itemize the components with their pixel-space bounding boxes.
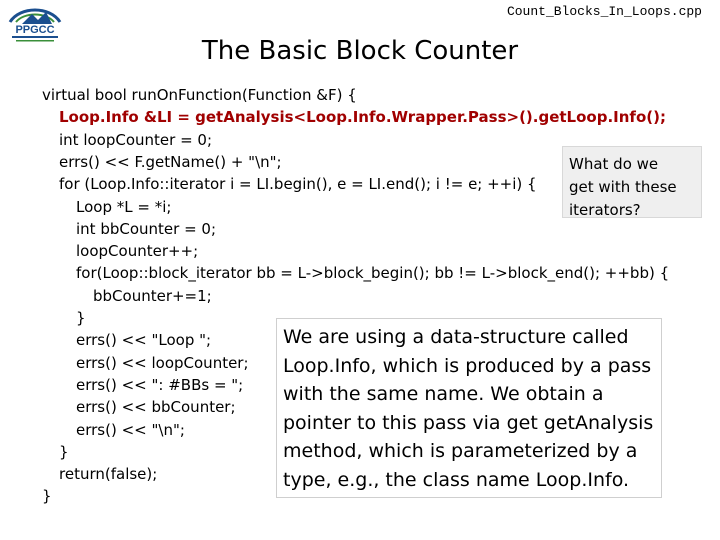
code-line: } bbox=[76, 309, 86, 327]
code-line: errs() << "\n"; bbox=[76, 420, 185, 439]
code-line: errs() << loopCounter; bbox=[76, 353, 249, 372]
code-line: for(Loop::block_iterator bb = L->block_begin(); bb != L->block_end(); ++bb) { bbox=[76, 264, 670, 283]
code-line: Loop *L = *i; bbox=[76, 197, 172, 216]
explanation-callout bbox=[276, 318, 662, 498]
explanation-line: Loop.Info, which is produced by a pass bbox=[283, 354, 652, 377]
explanation-line: We are using a data-structure called bbox=[283, 326, 629, 348]
code-line: errs() << F.getName() + "\n"; bbox=[59, 152, 282, 171]
code-line: virtual bool runOnFunction(Function &F) { bbox=[42, 86, 357, 104]
code-line: errs() << ": #BBs = "; bbox=[76, 375, 244, 394]
code-line: loopCounter++; bbox=[76, 242, 199, 261]
slide-title: The Basic Block Counter bbox=[201, 36, 519, 66]
code-line: bbCounter+=1; bbox=[93, 286, 212, 305]
code-line: int bbCounter = 0; bbox=[76, 219, 217, 238]
code-line: errs() << bbCounter; bbox=[76, 398, 236, 417]
explanation-line: type, e.g., the class name Loop.Info. bbox=[283, 468, 630, 491]
filename-label: Count_Blocks_In_Loops.cpp bbox=[506, 4, 702, 19]
code-line: return(false); bbox=[59, 465, 158, 484]
code-line: int loopCounter = 0; bbox=[59, 130, 213, 149]
code-line: Loop.Info &LI = getAnalysis<Loop.Info.Wrapper.Pass>().getLoop.Info(); bbox=[59, 108, 666, 127]
svg-text:PPGCC: PPGCC bbox=[15, 24, 55, 36]
code-line: } bbox=[59, 442, 69, 461]
code-line: errs() << "Loop "; bbox=[76, 331, 212, 350]
explanation-line: method, which is parameterized by a bbox=[283, 440, 638, 462]
code-line: for (Loop.Info::iterator i = LI.begin(), e = LI.end(); i != e; ++i) { bbox=[59, 175, 537, 194]
explanation-line: pointer to this pass via get getAnalysis bbox=[283, 411, 654, 434]
question-callout bbox=[562, 146, 702, 218]
question-line: iterators? bbox=[569, 201, 641, 219]
question-line: What do we bbox=[569, 155, 659, 173]
explanation-line: with the same name. We obtain a bbox=[283, 383, 604, 405]
code-line: } bbox=[42, 487, 52, 506]
question-line: get with these bbox=[569, 178, 677, 196]
